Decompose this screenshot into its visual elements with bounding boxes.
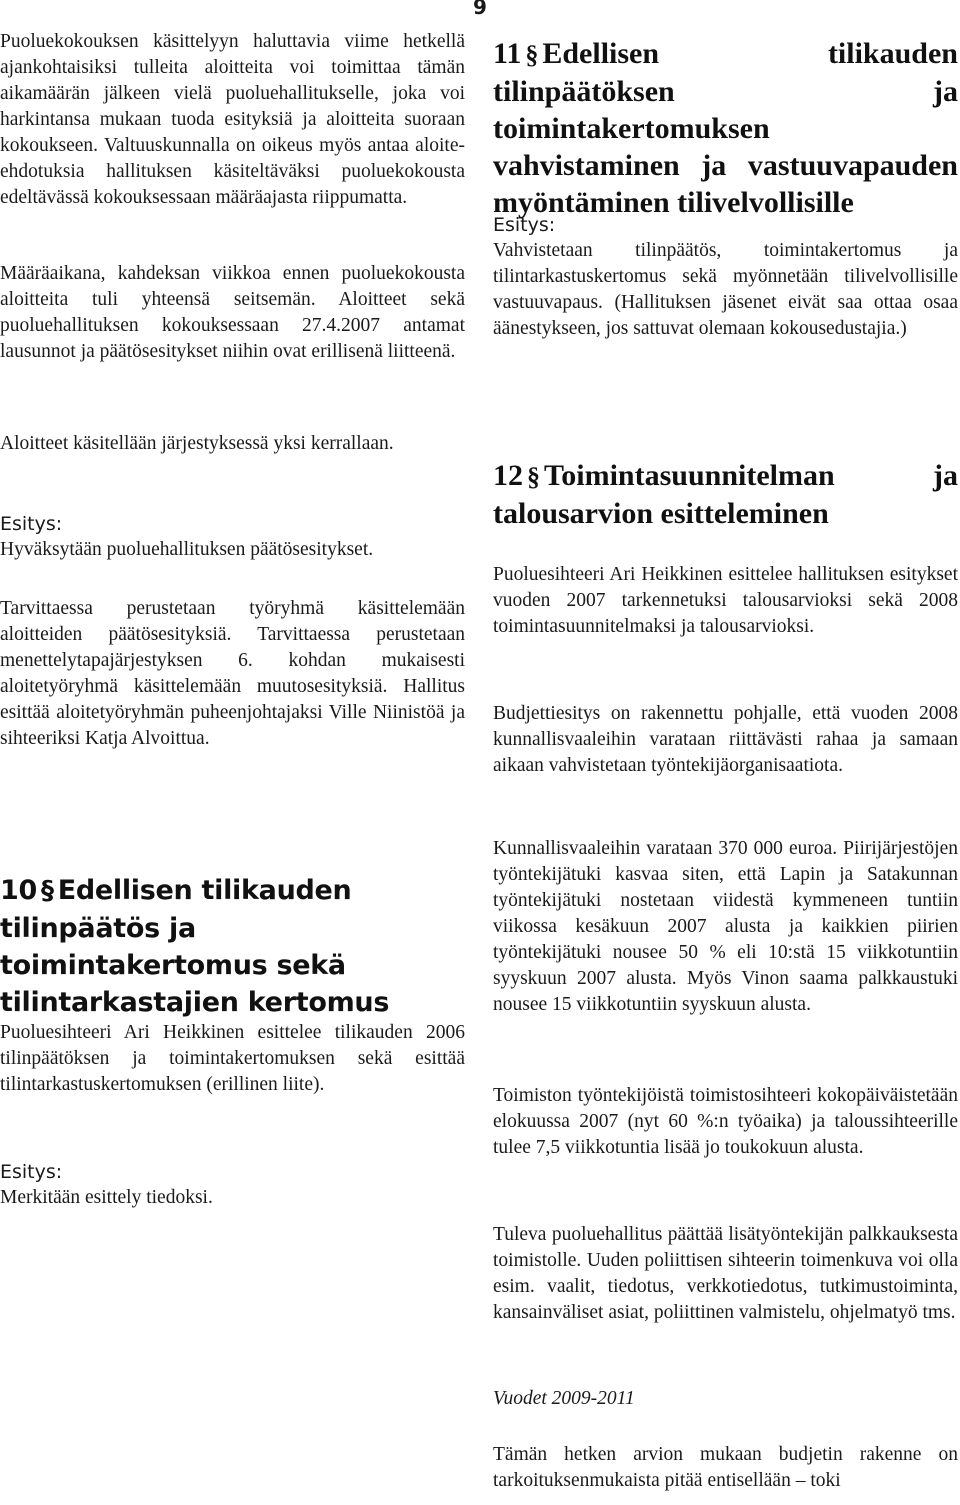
section-12-heading — [493, 457, 958, 532]
section-12-p2 — [493, 701, 958, 779]
section-10-esitys — [0, 1159, 465, 1211]
intro-paragraph-3 — [0, 431, 465, 457]
section-10-mark: § — [40, 876, 54, 906]
section-12-text-4: Toimiston työntekijöistä toimistosihteeri kokopäiväistetään elokuussa 2007 (nyt 60 %:n työaika) ja taloussihteerille tulee 7,5 viikkotuntia lisää jo toukokuun alusta. — [493, 1085, 958, 1158]
section-12-mark: § — [527, 462, 540, 491]
section-12-p4 — [493, 1083, 958, 1161]
intro-paragraph-2 — [0, 261, 465, 365]
section-10-title: Edellisen tilikauden tilinpäätös ja toimintakertomus sekä tilintarkastajien kertomus — [0, 875, 390, 1018]
section-10-heading — [0, 872, 465, 1021]
intro-paragraph-4 — [0, 596, 465, 752]
intro-text-4: Tarvittaessa perustetaan työryhmä käsittelemään aloitteiden päätösesityksiä. Tarvittaessa perustetaan menettelytapajärjestyksen 6. kohdan mukaisesti aloitetyöryhmä käsittelemään muutosesityksiä. Hallitus esittää aloitetyöryhmän puheenjohtajaksi Ville Niinistöä ja sihteeriksi Katja Alvoittua. — [0, 598, 465, 749]
section-12-text-6: Tämän hetken arvion mukaan budjetin rakenne on tarkoituksenmukaista pitää entisellään – toki — [493, 1444, 958, 1491]
section-10-text: Puoluesihteeri Ari Heikkinen esittelee tilikauden 2006 tilinpäätöksen ja toimintakertomuksen sekä esittää tilintarkastuskertomuksen (erillinen liite). — [0, 1022, 465, 1095]
section-11-esitys — [493, 212, 958, 342]
section-12-p6 — [493, 1442, 958, 1494]
section-11-esitys-label: Esitys: — [493, 214, 556, 236]
esitys-block — [0, 511, 465, 563]
section-10-number: 10 — [0, 875, 37, 906]
intro-text-3: Aloitteet käsitellään järjestyksessä yksi kerrallaan. — [0, 433, 394, 454]
section-11-esitys-text: Vahvistetaan tilinpäätös, toimintakertomus ja tilintarkastuskertomus sekä myönnetään tilivelvollisille vastuuvapaus. (Hallituksen jäsenet eivät saa ottaa osaa äänestykseen, jos sattuvat olemaan kokousedustajia.) — [493, 240, 958, 339]
esitys-label: Esitys: — [0, 513, 63, 535]
intro-text-1: Puoluekokouksen käsittelyyn haluttavia viime hetkellä ajankohtaisiksi tulleita aloitteita voi toimittaa tämän aikamäärän jälkeen vielä puoluehallitukselle, joka voi harkintansa mukaan tuoda esityksiä ja aloitteita suoraan kokoukseen. Valtuuskunnalla on oikeus myös antaa aloite-ehdotuksia hallituksen käsiteltäväksi puoluekokousta edeltävässä kokouksessaan määräajasta riippumatta. — [0, 31, 465, 208]
section-11 — [493, 35, 958, 221]
section-10-body — [0, 1020, 465, 1098]
section-12-p5 — [493, 1222, 958, 1326]
section-10 — [0, 872, 465, 1021]
section-11-title: Edellisen tilikauden tilinpäätöksen ja toimintakertomuksen vahvistaminen ja vastuuvapauden myöntäminen tilivelvollisille — [493, 37, 958, 219]
section-12-number: 12 — [493, 459, 523, 492]
section-12-subheading — [493, 1386, 958, 1412]
intro-paragraph-1 — [0, 29, 465, 211]
section-12-p3 — [493, 836, 958, 1018]
section-11-heading — [493, 35, 958, 221]
section-12-text-5: Tuleva puoluehallitus päättää lisätyöntekijän palkkauksesta toimistolle. Uuden poliittisen sihteerin toimenkuva voi olla esim. vaalit, tiedotus, verkkotiedotus, tutkimustoiminta, kansainväliset asiat, poliittinen valmistelu, ohjelmatyö tms. — [493, 1224, 958, 1323]
section-12-title: Toimintasuunnitelman ja talousarvion esitteleminen — [493, 459, 958, 530]
section-11-mark: § — [525, 40, 539, 69]
esitys-text: Hyväksytään puoluehallituksen päätösesitykset. — [0, 539, 374, 560]
section-11-number: 11 — [493, 37, 522, 70]
page-number: 9 — [473, 0, 487, 19]
section-12 — [493, 457, 958, 532]
section-12-text-2: Budjettiesitys on rakennettu pohjalle, että vuoden 2008 kunnallisvaaleihin varataan riittävästi rahaa ja samaan aikaan vahvistetaan työntekijäorganisaatiota. — [493, 703, 958, 776]
section-10-esitys-text: Merkitään esittely tiedoksi. — [0, 1187, 213, 1208]
section-12-text-1: Puoluesihteeri Ari Heikkinen esittelee hallituksen esitykset vuoden 2007 tarkennetuksi talousarvioksi sekä 2008 toimintasuunnitelmaksi ja talousarvioksi. — [493, 564, 958, 637]
section-12-text-3: Kunnallisvaaleihin varataan 370 000 euroa. Piirijärjestöjen työntekijätuki kasvaa siten, että Lapin ja Satakunnan työntekijätuki nostetaan viidestä kymmeneen tuntiin viikossa kesäkuun 2007 alusta ja kaikkien piirien työntekijätuki nousee 50 % eli 10:stä 15 viikkotuntiin syyskuun 2007 alusta. Myös Vinon saama palkkaustuki nousee 15 viikkotuntiin syyskuun alusta. — [493, 838, 958, 1015]
years-subheading: Vuodet 2009-2011 — [493, 1388, 635, 1409]
section-10-esitys-label: Esitys: — [0, 1161, 63, 1183]
section-12-p1 — [493, 562, 958, 640]
intro-text-2: Määräaikana, kahdeksan viikkoa ennen puoluekokousta aloitteita tuli yhteensä seitsemän. Aloitteet sekä puoluehallituksen kokouksessaan 27.4.2007 antamat lausunnot ja päätösesitykset niihin ovat erillisenä liitteenä. — [0, 263, 465, 362]
